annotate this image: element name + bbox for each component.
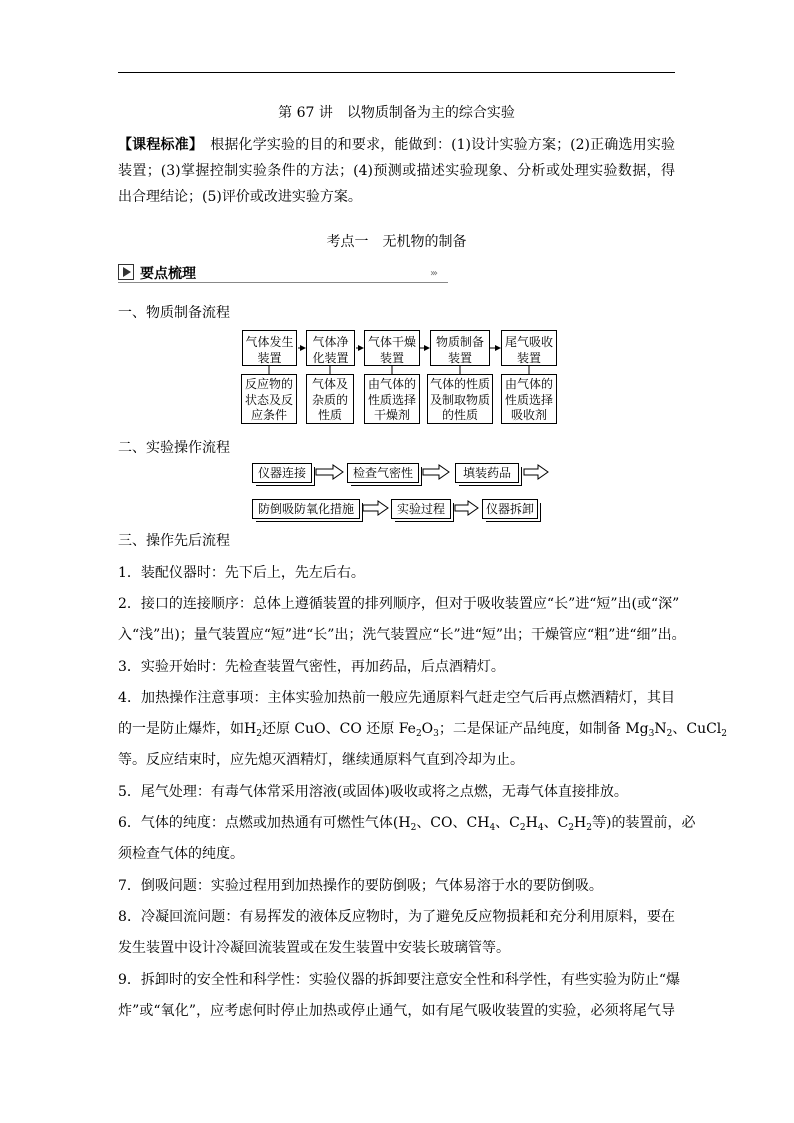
item-8-line-1: 8．冷凝回流问题：有易挥发的液体反应物时，为了避免反应物损耗和充分利用原料，要在	[118, 909, 675, 925]
flow1-top-box: 物质制备装置	[430, 330, 490, 366]
subscript: 2	[586, 823, 592, 833]
flow1-bottom-box: 气体及杂质的性质	[306, 374, 354, 424]
text-run: 等)的装置前，必	[591, 815, 696, 831]
flow1-top-box: 气体净化装置	[306, 330, 355, 366]
flow2-arrow	[316, 465, 343, 479]
subscript: 3	[648, 729, 655, 739]
item-4-line-1: 4．加热操作注意事项：主体实验加热前一般应先通原料气赶走空气后再点燃酒精灯，其目	[118, 690, 675, 706]
flow1-bottom-box: 反应物的状态及反应条件	[241, 374, 297, 424]
flow1-top-box: 气体发生装置	[242, 330, 297, 366]
flow2-arrow	[455, 501, 478, 515]
text-run: 、CuCl	[672, 721, 722, 737]
subscript: 2	[415, 729, 422, 739]
standard-text: 根据化学实验的目的和要求，能做到：(1)设计实验方案；(2)正确选用实验装置；(3)掌握控制实验条件的方法；(4)预测或描述实验现象、分析或处理实验数据，得出合理结论；(5)评价或改进实验方案。	[118, 137, 675, 205]
subscript: 2	[666, 729, 673, 739]
flow2-arrow	[423, 465, 449, 479]
item-1: 1．装配仪器时：先下后上，先左后右。	[118, 565, 365, 581]
heading-2: 二、实验操作流程	[118, 440, 230, 456]
subscript: 2	[256, 729, 262, 739]
subscript: 4	[537, 823, 544, 833]
flow2-step-box: 防倒吸防氧化措施	[252, 499, 360, 519]
flow2-step-box: 填装药品	[455, 463, 519, 483]
text-run: 、C	[543, 815, 569, 831]
text-run: O	[421, 721, 434, 737]
item-7: 7．倒吸问题：实验过程用到加热操作的要防倒吸；气体易溶于水的要防倒吸。	[118, 878, 603, 894]
subscript: 2	[410, 823, 417, 833]
text-run: H	[525, 815, 538, 831]
subscript: 3	[433, 729, 439, 739]
flow2-step-box: 仪器拆卸	[482, 499, 538, 519]
flow1-bottom-box: 气体的性质及制取物质的性质	[427, 374, 493, 424]
heading-3: 三、操作先后流程	[118, 533, 230, 549]
text-run: 的一是防止爆炸，如H	[118, 721, 257, 737]
text-run: 、CO、CH	[416, 815, 490, 831]
text-run: 还原 CuO、CO 还原 Fe	[261, 721, 416, 737]
flow1-bottom-box: 由气体的性质选择干燥剂	[364, 374, 420, 424]
text-run: 6．气体的纯度：点燃或加热通有可燃性气体(H	[118, 815, 411, 831]
text-run: ；二是保证产品纯度，如制备 Mg	[438, 721, 649, 737]
subscript: 4	[489, 823, 496, 833]
item-4-line-3: 等。反应结束时，应先熄灭酒精灯，继续通原料气直到冷却为止。	[118, 752, 524, 768]
text-run: 、C	[495, 815, 520, 831]
subscript: 2	[721, 729, 728, 739]
item-6-line-1	[118, 812, 696, 833]
flow2-step-box: 实验过程	[391, 499, 451, 519]
item-6-line-2: 须检查气体的纯度。	[118, 846, 244, 862]
chevrons-icon: ›››	[430, 268, 436, 279]
text-run: H	[574, 815, 587, 831]
flow2-step-box: 检查气密性	[347, 463, 419, 483]
item-4-line-2	[118, 718, 728, 739]
flow1-top-box: 气体干燥装置	[364, 330, 420, 366]
flow2-step-box: 仪器连接	[252, 463, 312, 483]
item-9-line-2: 炸”或“氧化”，应考虑何时停止加热或停止通气，如有尾气吸收装置的实验，必须将尾气导	[118, 1003, 675, 1019]
flow1-bottom-box: 由气体的性质选择吸收剂	[501, 374, 557, 424]
subscript: 2	[519, 823, 526, 833]
flow2-arrow	[363, 501, 388, 515]
item-2-line-1: 2．接口的连接顺序：总体上遵循装置的排列顺序，但对于吸收装置应“长”进“短”出(或“深”	[118, 596, 680, 612]
item-8-line-2: 发生装置中设计冷凝回流装置或在发生装置中安装长玻璃管等。	[118, 940, 510, 956]
flow1-top-box: 尾气吸收装置	[501, 330, 557, 366]
heading-1: 一、物质制备流程	[118, 305, 230, 321]
item-2-line-2: 入“浅”出)；量气装置应“短”进“长”出；洗气装置应“长”进“短”出；干燥管应“粗”进“细”出。	[118, 627, 686, 643]
item-5: 5．尾气处理：有毒气体常采用溶液(或固体)吸收或将之点燃，无毒气体直接排放。	[118, 784, 628, 800]
topic-heading: 考点一 无机物的制备	[326, 234, 467, 250]
item-9-line-1: 9．拆卸时的安全性和科学性：实验仪器的拆卸要注意安全性和科学性，有些实验为防止“爆	[118, 972, 681, 988]
page-title: 第 67 讲 以物质制备为主的综合实验	[278, 105, 515, 121]
text-run: N	[654, 721, 667, 737]
standard-label: 【课程标准】	[118, 137, 197, 153]
item-3: 3．实验开始时：先检查装置气密性，再加药品，后点酒精灯。	[118, 659, 505, 675]
subscript: 2	[568, 823, 575, 833]
section-label: 要点梳理	[140, 266, 196, 282]
flow2-arrow	[524, 465, 548, 479]
